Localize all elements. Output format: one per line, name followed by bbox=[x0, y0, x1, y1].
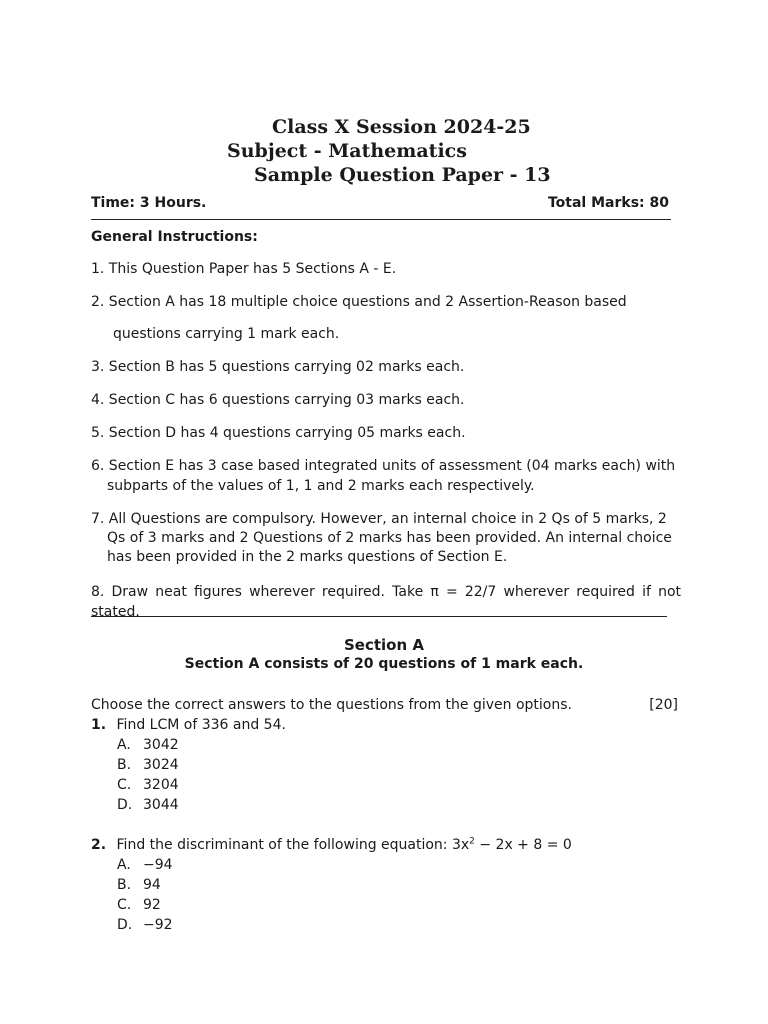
instructions-rule bbox=[91, 616, 667, 617]
paper-class-session: Class X Session 2024-25 bbox=[272, 116, 531, 138]
option-letter: D. bbox=[117, 917, 133, 933]
option-letter: B. bbox=[117, 877, 132, 893]
option-letter: C. bbox=[117, 777, 132, 793]
option-value: 94 bbox=[143, 877, 161, 893]
option-letter: A. bbox=[117, 737, 131, 753]
paper-title: Sample Question Paper - 13 bbox=[254, 164, 551, 186]
option-value: 92 bbox=[143, 897, 161, 913]
total-marks-label: Total Marks: 80 bbox=[547, 195, 669, 211]
option-c bbox=[117, 777, 179, 793]
option-a bbox=[117, 857, 173, 873]
exponent: 2 bbox=[469, 836, 475, 847]
option-letter: B. bbox=[117, 757, 132, 773]
option-value: 3042 bbox=[143, 737, 179, 753]
question-number: 1. bbox=[91, 717, 107, 733]
option-value: 3044 bbox=[143, 797, 179, 813]
option-b bbox=[117, 877, 161, 893]
option-value: 3024 bbox=[143, 757, 179, 773]
section-subtitle: Section A consists of 20 questions of 1 mark each. bbox=[184, 656, 584, 672]
option-d bbox=[117, 797, 179, 813]
instruction-item: 6. Section E has 3 case based integrated units of assessment (04 marks each) with bbox=[91, 458, 676, 474]
section-direction: Choose the correct answers to the questions from the given options. bbox=[91, 697, 572, 713]
instruction-item: Qs of 3 marks and 2 Questions of 2 marks has been provided. An internal choice bbox=[107, 530, 672, 546]
instruction-item: subparts of the values of 1, 1 and 2 marks each respectively. bbox=[107, 478, 535, 494]
option-value: 3204 bbox=[143, 777, 179, 793]
option-a bbox=[117, 737, 179, 753]
option-d bbox=[117, 917, 173, 933]
instruction-item: 7. All Questions are compulsory. However, an internal choice in 2 Qs of 5 marks, 2 bbox=[91, 511, 667, 527]
question-2 bbox=[91, 837, 572, 853]
instruction-item: has been provided in the 2 marks questions of Section E. bbox=[107, 549, 508, 565]
section-marks: [20] bbox=[649, 697, 678, 713]
question-1 bbox=[91, 717, 286, 733]
paper-subject: Subject - Mathematics bbox=[227, 140, 467, 162]
question-number: 2. bbox=[91, 837, 107, 853]
instruction-item: 3. Section B has 5 questions carrying 02 marks each. bbox=[91, 359, 465, 375]
option-letter: C. bbox=[117, 897, 132, 913]
instruction-item: 8. Draw neat figures wherever required. Take π = 22/7 wherever required if not stated. bbox=[91, 584, 681, 620]
instruction-item: 5. Section D has 4 questions carrying 05 marks each. bbox=[91, 425, 466, 441]
instruction-item: 1. This Question Paper has 5 Sections A - E. bbox=[91, 261, 397, 277]
option-b bbox=[117, 757, 179, 773]
instruction-item: 4. Section C has 6 questions carrying 03 marks each. bbox=[91, 392, 465, 408]
question-text: Find the discriminant of the following equation: $3x^2 - 2x + 8 = 0$ bbox=[116, 836, 572, 853]
section-title: Section A bbox=[344, 636, 424, 654]
question-text: Find LCM of 336 and 54. bbox=[116, 717, 286, 733]
option-c bbox=[117, 897, 161, 913]
option-value: −92 bbox=[143, 917, 173, 933]
instruction-item: questions carrying 1 mark each. bbox=[113, 326, 340, 342]
header-rule bbox=[91, 219, 671, 220]
option-letter: D. bbox=[117, 797, 133, 813]
time-label: Time: 3 Hours. bbox=[91, 195, 207, 211]
instruction-item: 2. Section A has 18 multiple choice questions and 2 Assertion-Reason based bbox=[91, 294, 627, 310]
instructions-heading: General Instructions: bbox=[91, 229, 258, 245]
option-letter: A. bbox=[117, 857, 131, 873]
option-value: −94 bbox=[143, 857, 173, 873]
